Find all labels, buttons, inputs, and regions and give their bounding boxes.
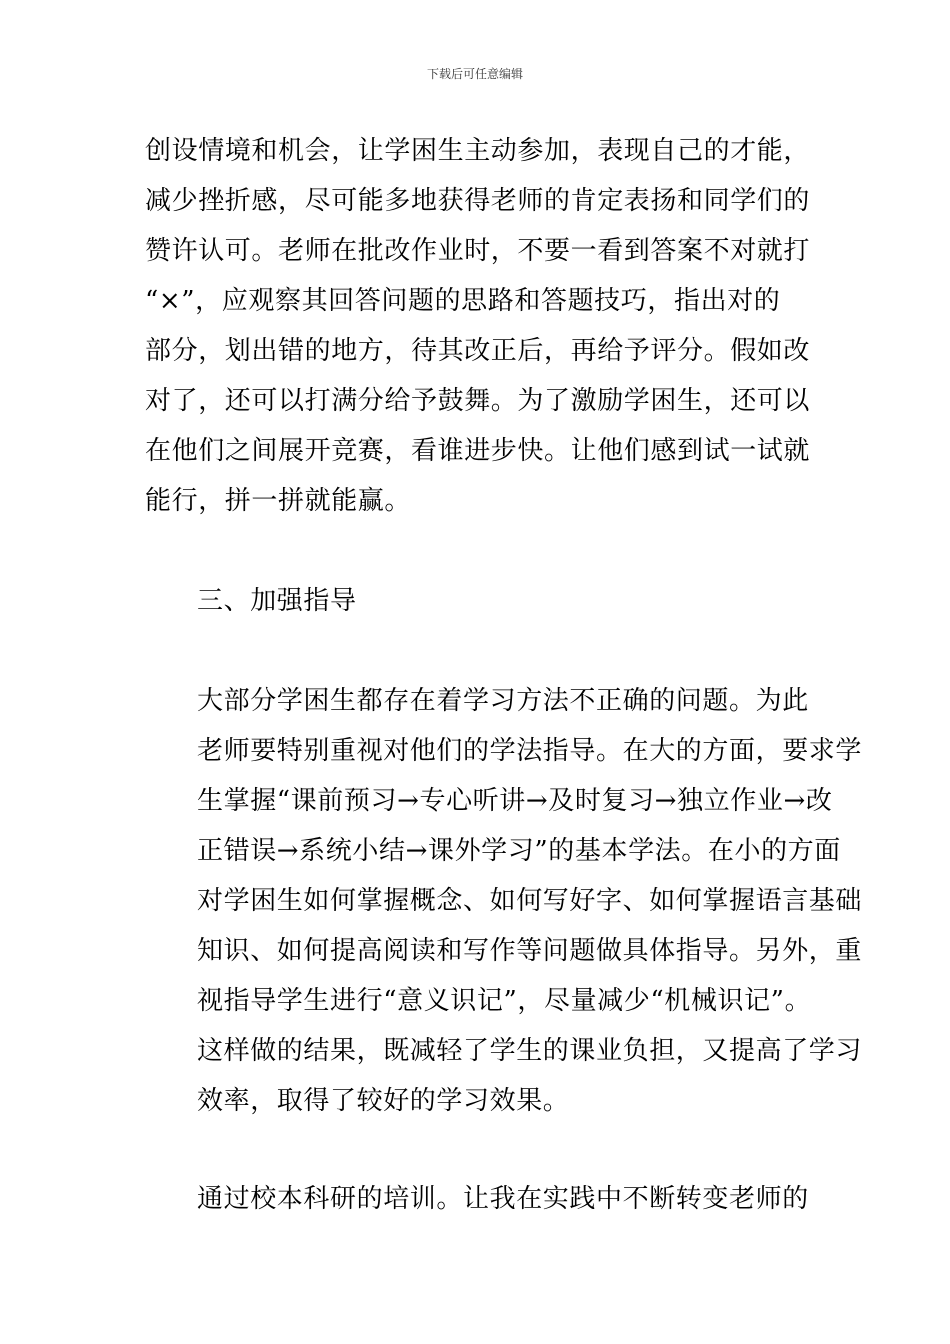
paragraph-school-research	[145, 1174, 810, 1224]
text-line: 在他们之间展开竞赛，看谁进步快。让他们感到试一试就	[145, 436, 811, 466]
text-line: 视指导学生进行“意义识记”，尽量减少“机械识记”。	[197, 986, 812, 1016]
section-heading	[145, 576, 810, 626]
text-line: 创设情境和机会，让学困生主动参加，表现自己的才能，	[145, 136, 811, 166]
text-line: 生掌握“课前预习→专心听讲→及时复习→独立作业→改	[197, 786, 833, 816]
text-line: 赞许认可。老师在批改作业时，不要一看到答案不对就打	[145, 236, 811, 266]
text-line: 部分，划出错的地方，待其改正后，再给予评分。假如改	[145, 336, 811, 366]
text-line: 效率，取得了较好的学习效果。	[197, 1086, 570, 1116]
paragraph-study-guidance	[145, 676, 863, 1126]
text-line: 减少挫折感，尽可能多地获得老师的肯定表扬和同学们的	[145, 186, 811, 216]
text-line: 正错误→系统小结→课外学习”的基本学法。在小的方面	[197, 836, 841, 866]
text-line: 这样做的结果，既减轻了学生的课业负担，又提高了学习	[197, 1036, 863, 1066]
text-line: 知识、如何提高阅读和写作等问题做具体指导。另外，重	[197, 936, 863, 966]
text-line: 老师要特别重视对他们的学法指导。在大的方面，要求学	[197, 736, 863, 766]
text-line: 对学困生如何掌握概念、如何写好字、如何掌握语言基础	[197, 886, 863, 916]
section-heading-text: 三、加强指导	[197, 586, 357, 616]
text-line: 对了，还可以打满分给予鼓舞。为了激励学困生，还可以	[145, 386, 811, 416]
header-note: 下载后可任意编辑	[426, 67, 523, 81]
paragraph-encouragement	[145, 126, 810, 526]
text-line: 大部分学困生都存在着学习方法不正确的问题。为此	[197, 686, 809, 716]
text-line: “×”，应观察其回答问题的思路和答题技巧，指出对的	[145, 286, 781, 316]
text-line: 通过校本科研的培训。让我在实践中不断转变老师的	[197, 1184, 809, 1214]
text-line: 能行，拼一拼就能赢。	[145, 486, 412, 516]
